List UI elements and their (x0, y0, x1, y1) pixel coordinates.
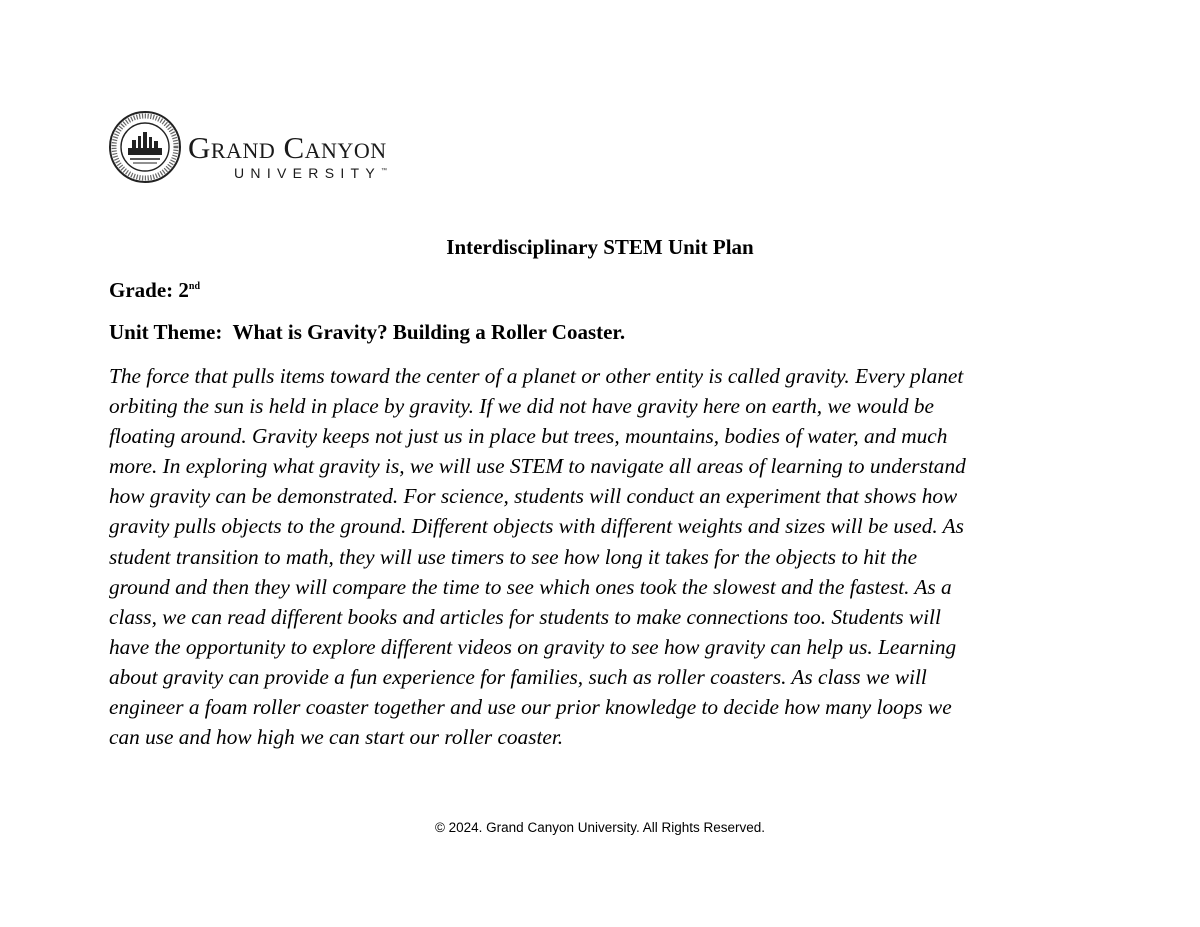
body-line: can use and how high we can start our roller coaster. (109, 725, 564, 750)
body-line: have the opportunity to explore different videos on gravity to see how gravity can help us. Learning (109, 634, 957, 659)
body-line: gravity pulls objects to the ground. Different objects with different weights and sizes will be used. As (109, 514, 964, 539)
body-line: class, we can read different books and articles for students to make connections too. Students will (109, 604, 941, 629)
body-line: ground and then they will compare the time to see which ones took the slowest and the fastest. As a (109, 574, 952, 599)
grade-line (109, 277, 200, 303)
body-line: about gravity can provide a fun experience for families, such as roller coasters. As class we will (109, 664, 927, 689)
logo-subtitle (234, 164, 387, 182)
body-line: The force that pulls items toward the center of a planet or other entity is called gravity. Every planet (109, 364, 964, 388)
trademark-symbol: ™ (381, 168, 388, 174)
logo-name: Grand Canyon (188, 130, 387, 165)
university-seal-icon (108, 110, 182, 184)
body-line: orbiting the sun is held in place by gravity. If we did not have gravity here on earth, we would be (109, 394, 934, 419)
body-line: engineer a foam roller coaster together and use our prior knowledge to decide how many loops we (109, 695, 952, 720)
grade-label: Grade: 2 (109, 278, 189, 302)
copyright-footer: © 2024. Grand Canyon University. All Rights Reserved. (434, 820, 766, 835)
body-line: more. In exploring what gravity is, we will use STEM to navigate all areas of learning to understand (109, 454, 966, 479)
unit-description (109, 361, 1099, 752)
body-line: how gravity can be demonstrated. For science, students will conduct an experiment that shows how (109, 484, 958, 509)
body-line: floating around. Gravity keeps not just us in place but trees, mountains, bodies of water, and much (109, 424, 948, 449)
document-title: Interdisciplinary STEM Unit Plan (446, 235, 754, 259)
logo-subtitle-text: UNIVERSITY (234, 165, 382, 181)
body-line: student transition to math, they will use timers to see how long it takes for the objects to hit the (109, 544, 918, 569)
gcu-logo (108, 110, 448, 186)
logo-wordmark (188, 132, 387, 182)
grade-suffix: nd (188, 281, 201, 292)
unit-theme: Unit Theme: What is Gravity? Building a Roller Coaster. (109, 320, 626, 344)
